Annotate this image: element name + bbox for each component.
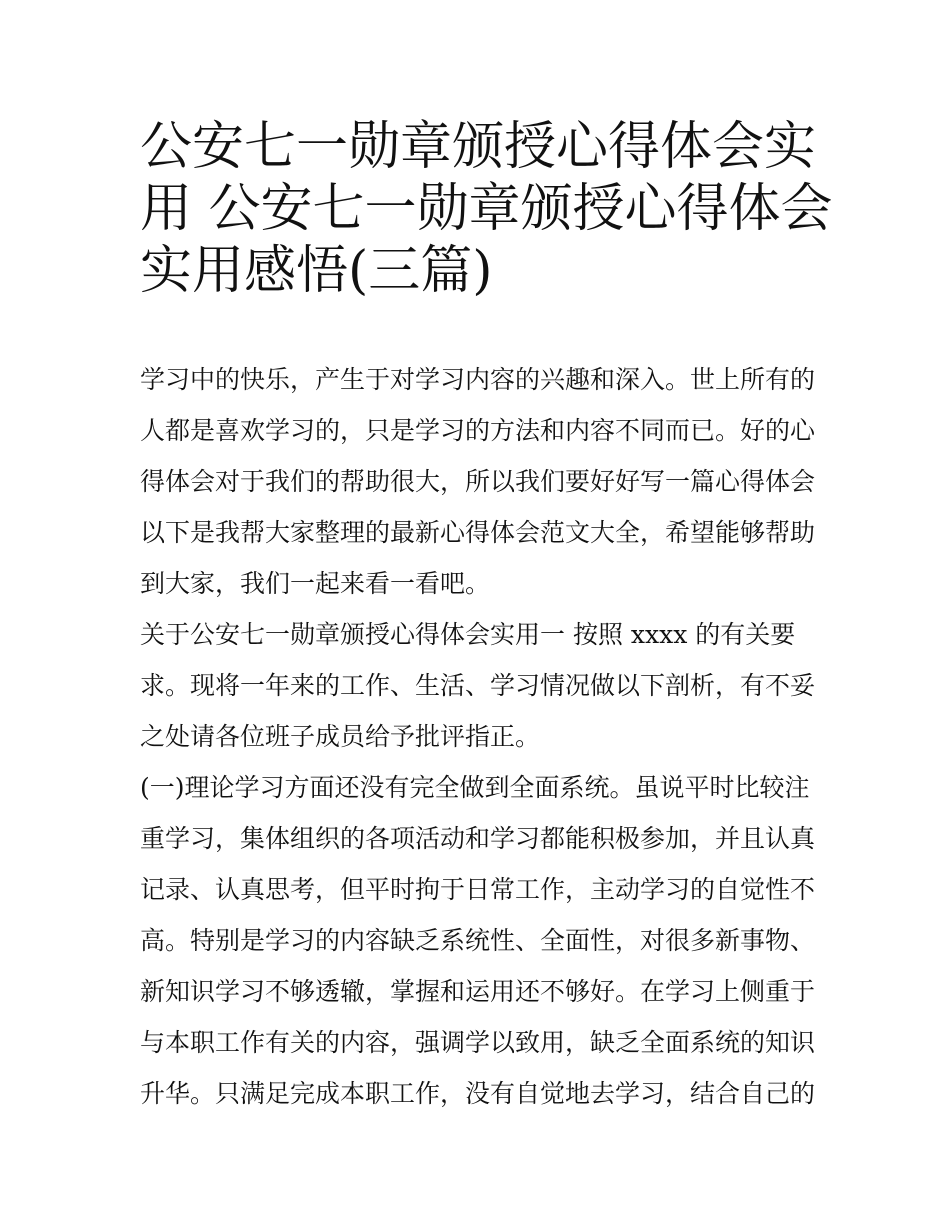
paragraph-3-line: (一)理论学习方面还没有完全做到全面系统。虽说平时比较注 (140, 773, 810, 802)
paragraph-2-line: 之处请各位班子成员给予批评指正。 (140, 722, 541, 751)
paragraph-1-line: 得体会对于我们的帮助很大，所以我们要好好写一篇心得体会 (140, 467, 816, 496)
document-title (140, 116, 833, 302)
paragraph-3-line: 升华。只满足完成本职工作，没有自觉地去学习，结合自己的 (140, 1079, 816, 1108)
paragraph-1-line: 人都是喜欢学习的，只是学习的方法和内容不同而已。好的心 (140, 416, 816, 445)
title-line: 用 公安七一勋章颁授心得体会 (140, 179, 833, 239)
paragraph-3-line: 与本职工作有关的内容，强调学以致用，缺乏全面系统的知识 (140, 1028, 816, 1057)
title-line: 公安七一勋章颁授心得体会实 (140, 117, 817, 177)
paragraph-3-line: 重学习，集体组织的各项活动和学习都能积极参加，并且认真 (140, 824, 816, 853)
document-body (140, 354, 820, 1119)
paragraph-1-line: 到大家，我们一起来看一看吧。 (140, 569, 491, 598)
paragraph-1-line: 以下是我帮大家整理的最新心得体会范文大全，希望能够帮助 (140, 518, 816, 547)
paragraph-1-line: 学习中的快乐，产生于对学习内容的兴趣和深入。世上所有的 (140, 365, 816, 394)
paragraph-3-line: 新知识学习不够透辙，掌握和运用还不够好。在学习上侧重于 (140, 977, 816, 1006)
paragraph-3-line: 记录、认真思考，但平时拘于日常工作，主动学习的自觉性不 (140, 875, 816, 904)
paragraph-2-line: 求。现将一年来的工作、生活、学习情况做以下剖析，有不妥 (140, 671, 816, 700)
paragraph-3-line: 高。特别是学习的内容缺乏系统性、全面性，对很多新事物、 (140, 926, 816, 955)
paragraph-2-line: 关于公安七一勋章颁授心得体会实用一 按照 xxxx 的有关要 (140, 620, 796, 649)
title-line: 实用感悟(三篇) (140, 241, 493, 301)
